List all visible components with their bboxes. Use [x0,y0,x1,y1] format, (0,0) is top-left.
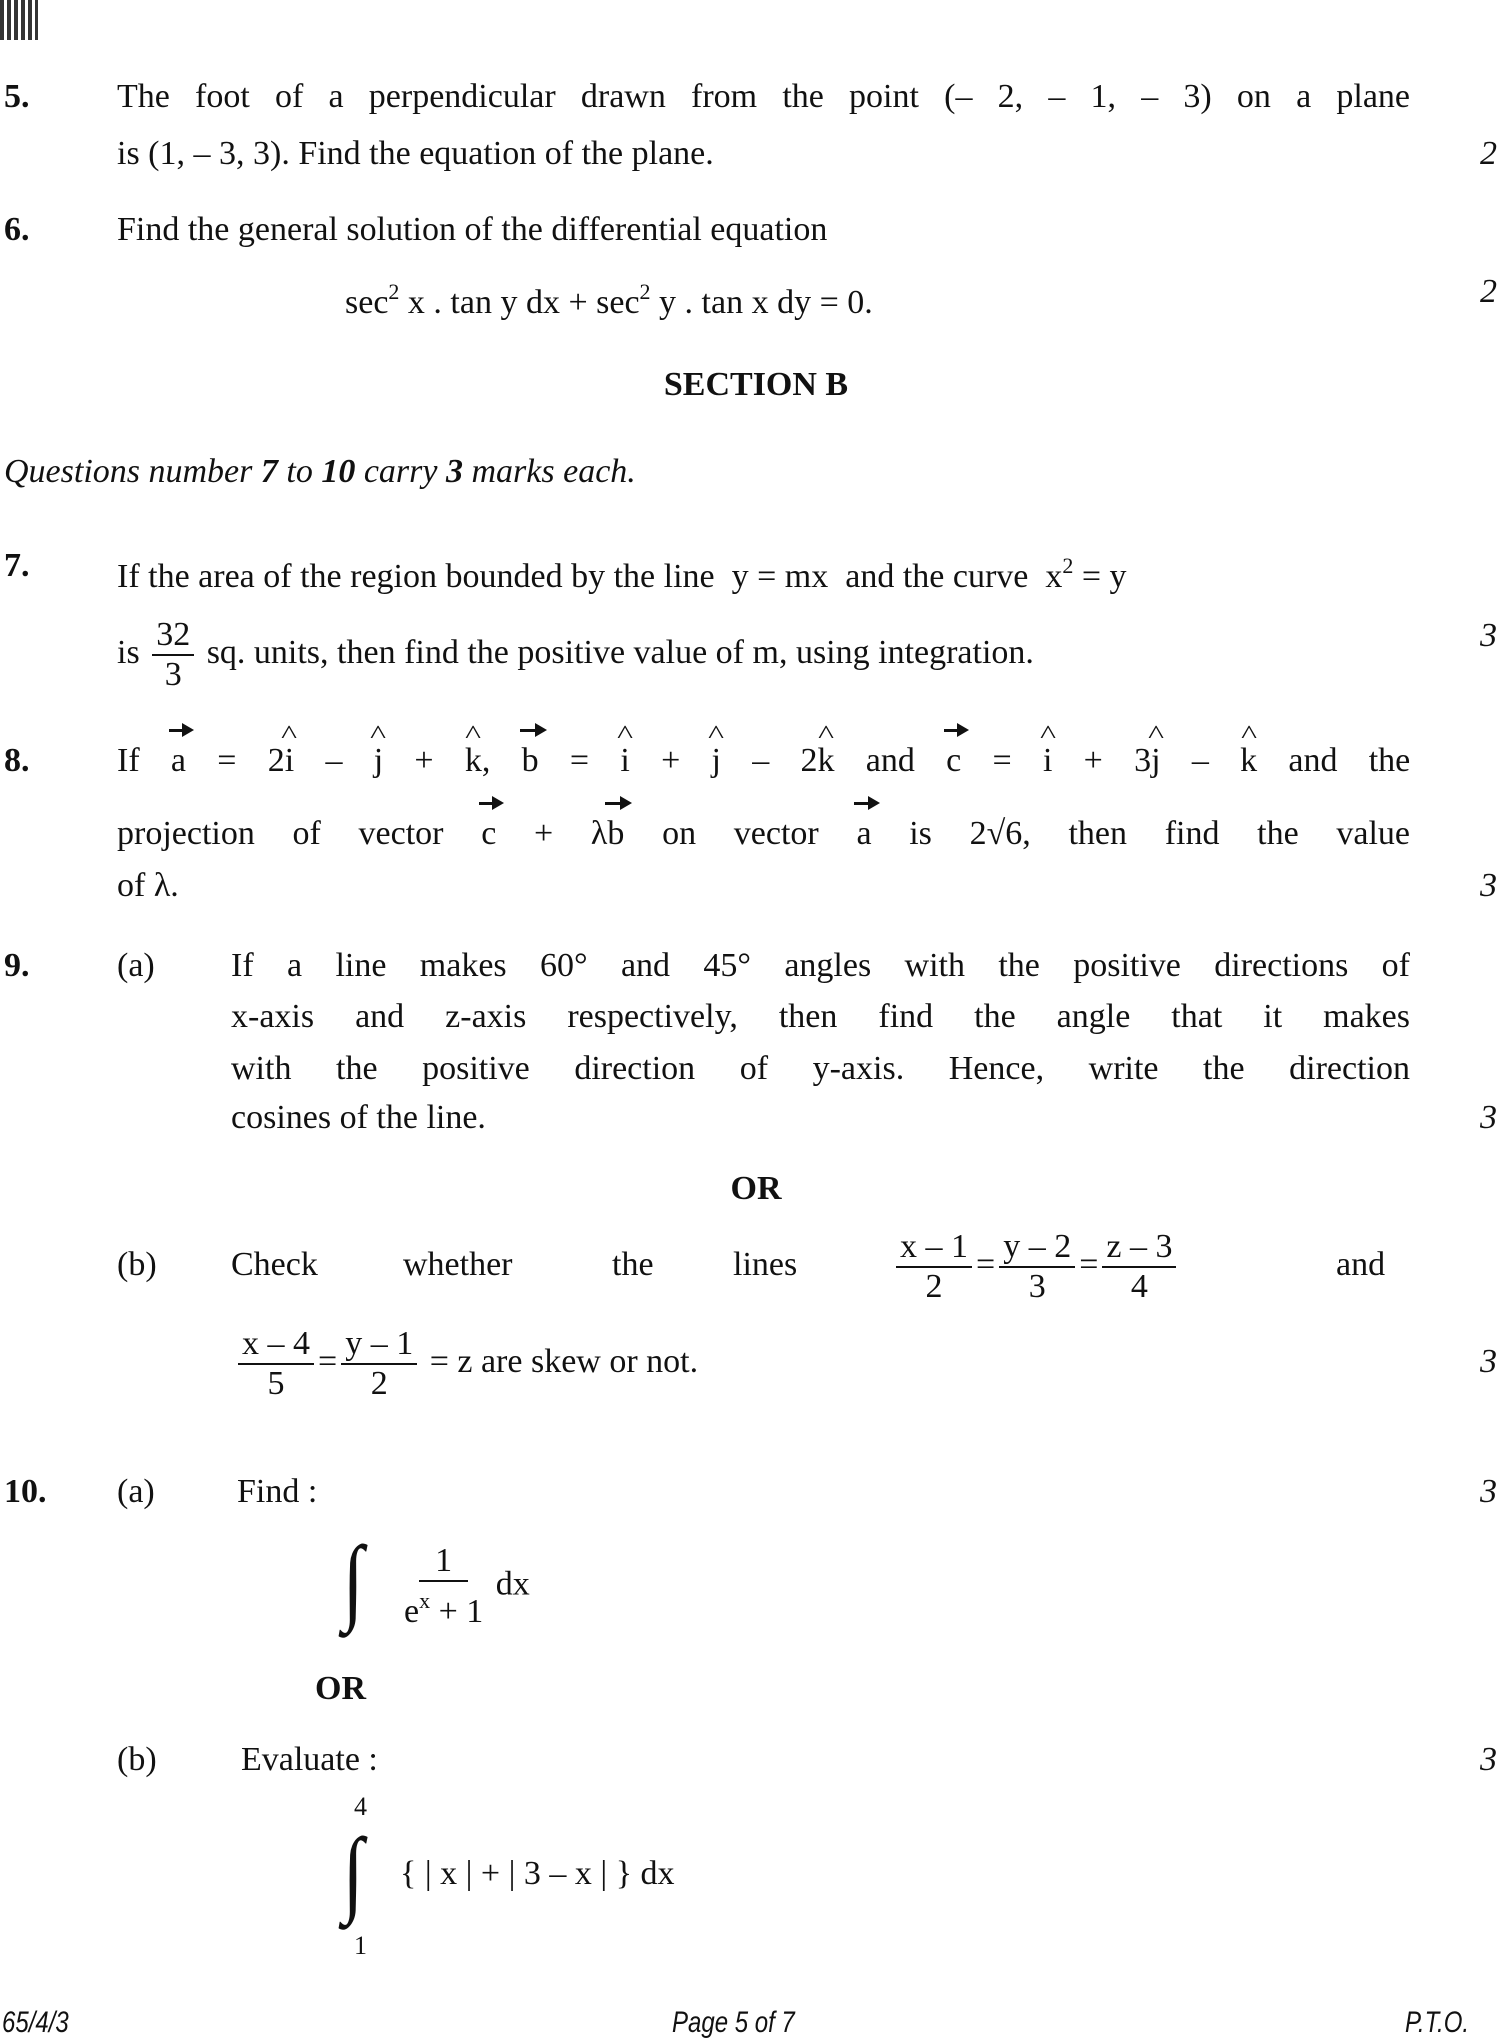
text: and [865,742,915,779]
part-label: (b) [117,1741,157,1778]
numerator: y – 1 [341,1325,417,1365]
text: , [481,742,491,779]
question-number: 5. [4,78,30,115]
equals: = [318,1343,338,1380]
denominator: 5 [267,1365,285,1403]
question-number: 6. [4,211,30,248]
upper-limit: 4 [354,1792,367,1821]
equals: = [976,1246,996,1283]
fraction [238,1325,314,1403]
numerator: y – 2 [999,1228,1075,1268]
word: Check [231,1246,318,1283]
denominator: 3 [1028,1268,1046,1306]
differential: dx [495,1565,530,1603]
question-text: cosines of the line. [231,1099,486,1136]
text: – [1191,742,1209,779]
text: is 2√6, then find the value [909,815,1411,852]
unit-k: ^ k [1240,741,1257,781]
text: on vector [662,815,819,852]
text: + [661,742,681,779]
unit-i: ^ i [620,741,629,781]
integrand: { | x | + | 3 – x | } dx [400,1855,675,1892]
pto-label: P.T.O. [1405,2006,1470,2039]
text: + λ [534,815,608,852]
numerator: 32 [152,616,194,656]
text: = [569,742,590,779]
question-text: If a line makes 60° and 45° angles with the positive directions of [231,947,1410,984]
or-label: OR [730,1170,782,1207]
text: projection of vector [117,815,444,852]
numerator: x – 4 [238,1325,314,1365]
question-text: is (1, – 3, 3). Find the equation of the plane. [117,135,714,172]
denominator [404,1582,483,1631]
text: = y [1073,558,1127,595]
fraction [152,616,194,694]
text: and the [1288,742,1411,779]
numerator: 1 [419,1542,468,1582]
question-number: 7. [4,547,30,584]
line-equation-2 [234,1322,698,1402]
part-label: (b) [117,1246,157,1283]
note-text: carry [355,453,446,490]
fraction [341,1325,417,1403]
lower-limit: 1 [354,1931,367,1960]
note-number: 7 [260,453,278,490]
question-text [117,741,1410,781]
question-text: of λ. [117,867,179,904]
question-text: x-axis and z-axis respectively, then find the angle that it makes [231,998,1410,1035]
denominator: 2 [925,1268,943,1306]
section-note [4,452,636,492]
integral-sign-icon: ∫ [342,1526,364,1633]
marks: 3 [1480,1343,1497,1380]
eq-part: sec [345,284,389,321]
vector-b: b [521,742,539,779]
equals: = [1079,1246,1099,1283]
question-number: 10. [4,1473,47,1510]
note-text: Questions number [4,453,261,490]
note-number: 3 [446,453,463,490]
text: If [117,742,140,779]
question-text: The foot of a perpendicular drawn from the point (– 2, – 1, – 3) on a plane [117,78,1410,115]
exponent: 2 [388,279,400,304]
vector-b: b [607,815,625,852]
paper-code: 65/4/3 [2,2006,69,2039]
question-number: 8. [4,742,30,779]
question-text: Find the general solution of the differential equation [117,211,828,248]
note-text: marks each. [463,453,636,490]
marks: 3 [1480,617,1497,654]
text: + 1 [430,1593,484,1630]
numerator: z – 3 [1102,1228,1176,1268]
text: + [414,742,434,779]
unit-j: ^ j [712,741,721,781]
text: – 2 [752,742,818,779]
marks: 3 [1480,867,1497,904]
integral-sign-icon: ∫ [342,1818,364,1925]
base: e [404,1593,420,1630]
unit-j: ^ j [1151,741,1160,781]
qr-code [0,0,38,40]
text: – [325,742,343,779]
differential-equation [345,272,873,321]
text: sq. units, then find the positive value of m, using integration. [206,633,1034,671]
denominator: 4 [1130,1268,1148,1306]
marks: 2 [1480,135,1497,172]
unit-k: ^ k [465,741,482,781]
question-text [117,814,1410,854]
eq-part: y . tan x dy = 0. [650,284,873,321]
question-text [117,616,1034,693]
vector-c: c [481,815,497,852]
unit-i: ^ i [1043,741,1052,781]
text: = 2 [217,742,285,779]
word: lines [733,1246,798,1283]
text: = z are skew or not. [429,1343,699,1380]
exponent: 2 [639,279,651,304]
integrand [400,1542,530,1630]
eq-part: x . tan y dx + sec [399,284,640,321]
exponent: x [419,1588,431,1613]
line-equation-1 [892,1225,1180,1305]
vector-c: c [946,742,962,779]
word: the [612,1246,654,1283]
word: whether [403,1246,513,1283]
question-number: 9. [4,947,30,984]
section-title: SECTION B [663,366,849,403]
fraction [1102,1228,1176,1306]
fraction [896,1228,972,1306]
part-label: (a) [117,1473,155,1510]
or-label: OR [315,1670,366,1707]
unit-k: ^ k [818,741,835,781]
vector-a: a [856,815,872,852]
text: = [992,742,1012,779]
marks: 3 [1480,1099,1497,1136]
unit-i: ^ i [285,741,294,781]
marks: 3 [1480,1741,1497,1778]
denominator: 2 [370,1365,388,1403]
unit-j: ^ j [374,741,383,781]
fraction [404,1542,483,1631]
text: is [117,633,140,671]
marks: 3 [1480,1473,1497,1510]
question-text: with the positive direction of y-axis. Hence, write the direction [231,1050,1410,1087]
question-text: Evaluate : [241,1741,378,1778]
text: + 3 [1083,742,1152,779]
denominator: 3 [164,656,182,693]
numerator: x – 1 [896,1228,972,1268]
vector-a: a [170,742,187,779]
exponent: 2 [1062,553,1074,578]
marks: 2 [1480,273,1497,310]
question-text: Find : [237,1473,318,1510]
fraction [999,1228,1075,1306]
part-label: (a) [117,947,155,984]
text: If the area of the region bounded by the line y = mx and the curve x [117,558,1063,595]
note-number: 10 [321,453,356,490]
page-number: Page 5 of 7 [672,2006,795,2039]
word: and [1336,1246,1386,1283]
question-text [117,546,1410,595]
note-text: to [277,453,322,490]
